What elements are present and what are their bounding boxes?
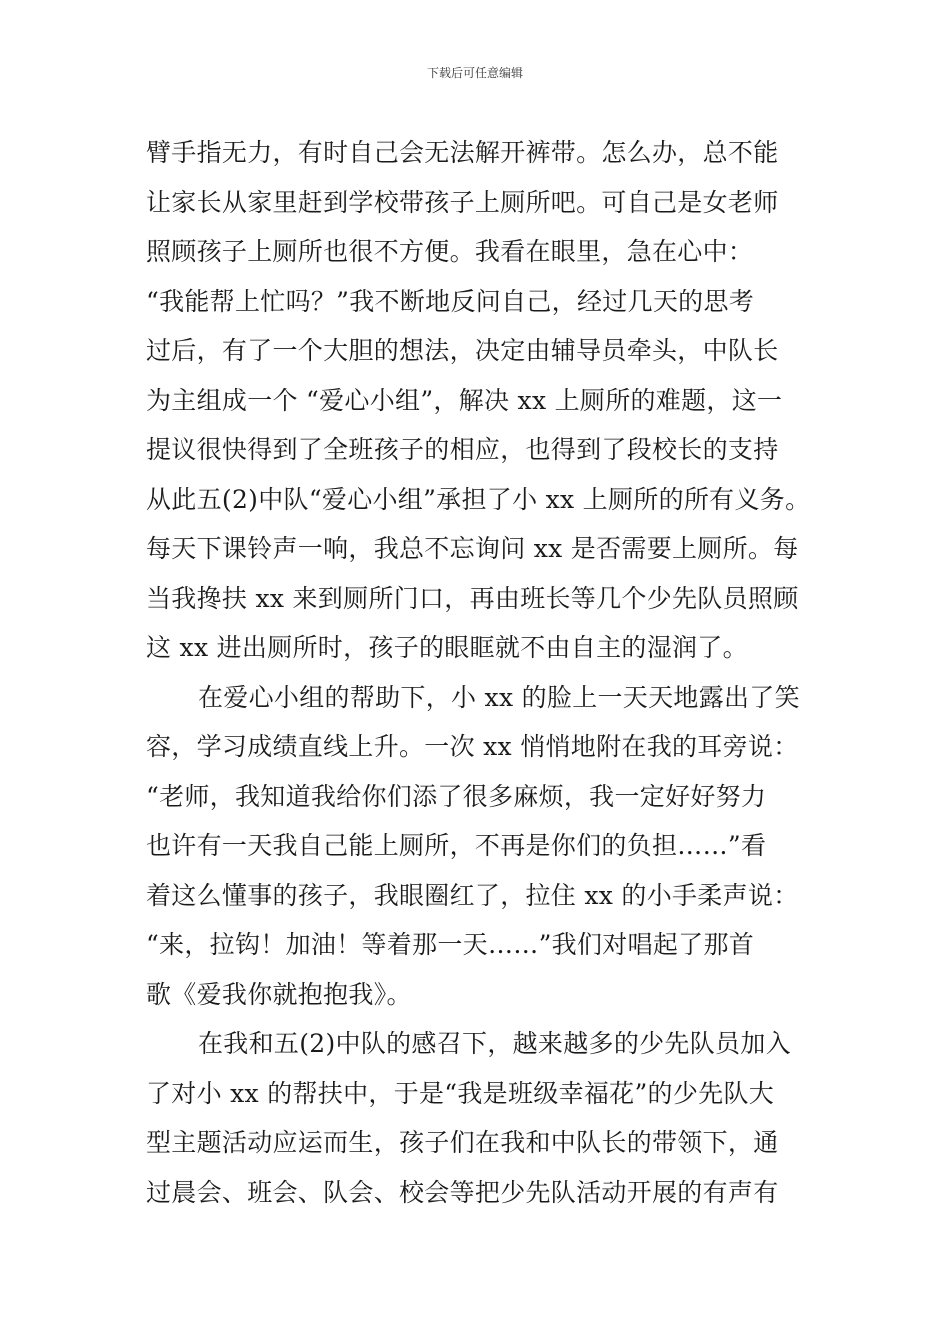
text-line: 提议很快得到了全班孩子的相应，也得到了段校长的支持	[146, 435, 779, 464]
text-line: 过晨会、班会、队会、校会等把少先队活动开展的有声有	[146, 1177, 779, 1207]
text-line: 也许有一天我自己能上厕所，不再是你们的负担……”看	[146, 831, 767, 860]
text-line: 着这么懂事的孩子，我眼圈红了，拉住 xx 的小手柔声说：	[146, 880, 799, 910]
text-line: 照顾孩子上厕所也很不方便。我看在眼里，急在心中：	[146, 237, 754, 266]
document-body	[146, 128, 826, 1217]
text-line: 当我搀扶 xx 来到厕所门口，再由班长等几个少先队员照顾	[146, 583, 799, 613]
text-line: “老师，我知道我给你们添了很多麻烦，我一定好好努力	[146, 781, 767, 811]
text-line: “来，拉钩！加油！等着那一天……”我们对唱起了那首	[146, 930, 755, 959]
text-line: 了对小 xx 的帮扶中，于是“我是班级幸福花”的少先队大	[146, 1078, 775, 1108]
text-line: 从此五(2)中队“爱心小组”承担了小 xx 上厕所的所有义务。	[146, 484, 811, 514]
paragraph-start-line: 在爱心小组的帮助下，小 xx 的脸上一天天地露出了笑	[198, 682, 800, 712]
text-line: 这 xx 进出厕所时，孩子的眼眶就不由自主的湿润了。	[146, 633, 748, 662]
page-header: 下载后可任意编辑	[426, 66, 523, 80]
text-line: 让家长从家里赶到学校带孩子上厕所吧。可自己是女老师	[146, 187, 779, 217]
text-line: 每天下课铃声一响，我总不忘询问 xx 是否需要上厕所。每	[146, 534, 799, 563]
text-line: 型主题活动应运而生，孩子们在我和中队长的带领下，通	[146, 1128, 779, 1157]
text-line: 容，学习成绩直线上升。一次 xx 悄悄地附在我的耳旁说：	[146, 732, 799, 761]
text-line: 歌《爱我你就抱抱我》。	[146, 979, 412, 1009]
text-line: “我能帮上忙吗？”我不断地反问自己，经过几天的思考	[146, 286, 755, 316]
text-line: 臂手指无力，有时自己会无法解开裤带。怎么办，总不能	[146, 138, 779, 167]
text-line: 过后，有了一个大胆的想法，决定由辅导员牵头，中队长	[146, 336, 779, 365]
paragraph-start-line: 在我和五(2)中队的感召下，越来越多的少先队员加入	[198, 1029, 791, 1058]
text-line: 为主组成一个 “爱心小组”，解决 xx 上厕所的难题，这一	[146, 385, 783, 415]
